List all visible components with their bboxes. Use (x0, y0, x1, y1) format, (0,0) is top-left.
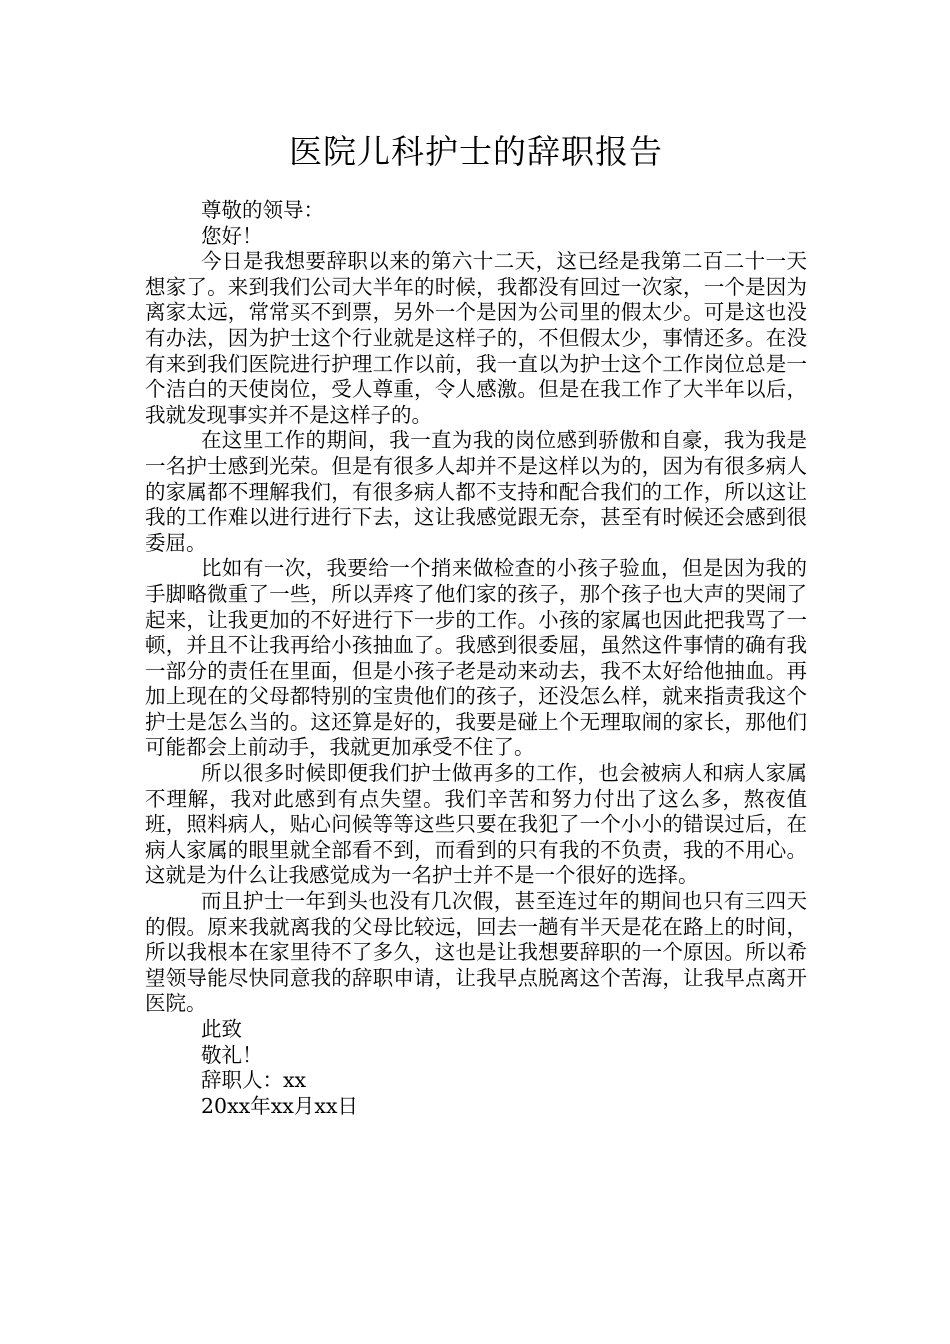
body-paragraph: 而且护士一年到头也没有几次假，甚至连过年的期间也只有三四天的假。原来我就离我的父母比较远，回去一趟有半天是花在路上的时间，所以我根本在家里待不了多久，这也是让我想要辞职的一个原因。所以希望领导能尽快同意我的辞职申请，让我早点脱离这个苦海，让我早点离开医院。 (145, 889, 807, 1016)
body-paragraph: 所以很多时候即便我们护士做再多的工作，也会被病人和病人家属不理解，我对此感到有点失望。我们辛苦和努力付出了这么多，熬夜值班，照料病人，贴心问候等等这些只要在我犯了一个小小的错误过后，在病人家属的眼里就全部看不到，而看到的只有我的不负责，我的不用心。这就是为什么让我感觉成为一名护士并不是一个很好的选择。 (145, 761, 807, 888)
closing-line-2: 敬礼！ (201, 1042, 263, 1067)
document-body (145, 198, 807, 1119)
document-title: 医院儿科护士的辞职报告 (289, 132, 663, 171)
date: 20xx年xx月xx日 (201, 1093, 358, 1118)
greeting: 您好！ (201, 223, 263, 248)
body-paragraph: 在这里工作的期间，我一直为我的岗位感到骄傲和自豪，我为我是一名护士感到光荣。但是有很多人却并不是这样以为的，因为有很多病人的家属都不理解我们，有很多病人都不支持和配合我们的工作，所以这让我的工作难以进行进行下去，这让我感觉跟无奈，甚至有时候还会感到很委屈。 (145, 428, 807, 555)
signature: 辞职人：xx (201, 1068, 307, 1093)
body-paragraph: 今日是我想要辞职以来的第六十二天，这已经是我第二百二十一天想家了。来到我们公司大半年的时候，我都没有回过一次家，一个是因为离家太远，常常买不到票，另外一个是因为公司里的假太少。可是这也没有办法，因为护士这个行业就是这样子的，不但假太少，事情还多。在没有来到我们医院进行护理工作以前，我一直以为护士这个工作岗位总是一个洁白的天使岗位，受人尊重，令人感激。但是在我工作了大半年以后，我就发现事实并不是这样子的。 (145, 249, 807, 427)
salutation: 尊敬的领导： (201, 198, 324, 222)
closing-line-1: 此致 (201, 1017, 242, 1041)
document-page (145, 128, 807, 1119)
body-paragraph: 比如有一次，我要给一个捎来做检查的小孩子验血，但是因为我的手脚略微重了一些，所以弄疼了他们家的孩子，那个孩子也大声的哭闹了起来，让我更加的不好进行下一步的工作。小孩的家属也因此把我骂了一顿，并且不让我再给小孩抽血了。我感到很委屈，虽然这件事情的确有我一部分的责任在里面，但是小孩子老是动来动去，我不太好给他抽血。再加上现在的父母都特别的宝贵他们的孩子，还没怎么样，就来指责我这个护士是怎么当的。这还算是好的，我要是碰上个无理取闹的家长，那他们可能都会上前动手，我就更加承受不住了。 (145, 556, 807, 760)
